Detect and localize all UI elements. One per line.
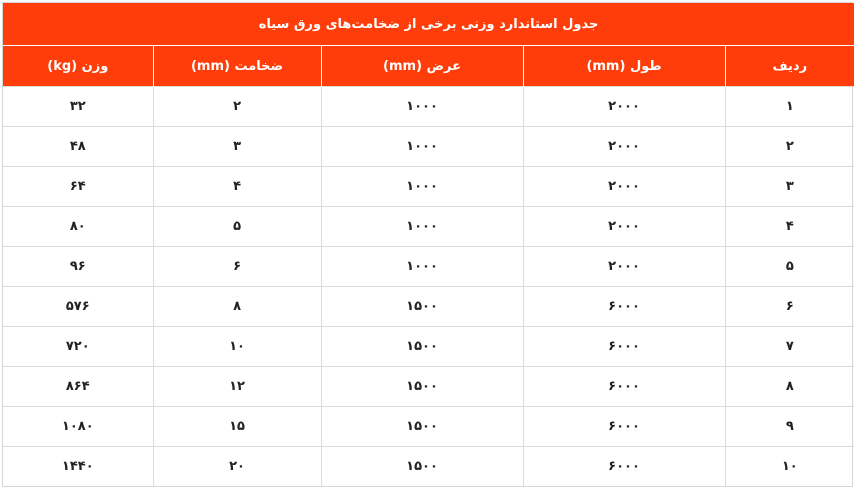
cell-width: ۱۵۰۰ (321, 327, 523, 367)
cell-width: ۱۰۰۰ (321, 127, 523, 167)
cell-width: ۱۵۰۰ (321, 367, 523, 407)
cell-weight: ۸۶۴ (3, 367, 153, 407)
table-row (3, 167, 854, 207)
header-row-number: ردیف (725, 46, 854, 87)
cell-width: ۱۵۰۰ (321, 287, 523, 327)
cell-width: ۱۰۰۰ (321, 167, 523, 207)
cell-row-number: ۱۰ (725, 447, 854, 487)
table-row (3, 367, 854, 407)
cell-row-number: ۱ (725, 87, 854, 127)
cell-weight: ۷۲۰ (3, 327, 153, 367)
cell-row-number: ۸ (725, 367, 854, 407)
cell-width: ۱۵۰۰ (321, 407, 523, 447)
cell-thickness: ۲۰ (153, 447, 321, 487)
cell-thickness: ۱۲ (153, 367, 321, 407)
table-row (3, 127, 854, 167)
table-body (3, 87, 854, 487)
header-length: طول (mm) (523, 46, 725, 87)
cell-length: ۲۰۰۰ (523, 247, 725, 287)
cell-row-number: ۷ (725, 327, 854, 367)
cell-weight: ۵۷۶ (3, 287, 153, 327)
cell-weight: ۹۶ (3, 247, 153, 287)
table-row (3, 87, 854, 127)
cell-length: ۶۰۰۰ (523, 367, 725, 407)
cell-thickness: ۱۵ (153, 407, 321, 447)
table-row (3, 447, 854, 487)
table-header-row (3, 46, 854, 87)
cell-thickness: ۳ (153, 127, 321, 167)
table-row (3, 247, 854, 287)
cell-length: ۲۰۰۰ (523, 127, 725, 167)
cell-weight: ۶۴ (3, 167, 153, 207)
cell-thickness: ۶ (153, 247, 321, 287)
cell-weight: ۸۰ (3, 207, 153, 247)
weight-table (3, 3, 854, 486)
cell-width: ۱۰۰۰ (321, 87, 523, 127)
cell-thickness: ۱۰ (153, 327, 321, 367)
table-row (3, 327, 854, 367)
weight-table-container (2, 2, 853, 487)
cell-length: ۲۰۰۰ (523, 207, 725, 247)
cell-weight: ۴۸ (3, 127, 153, 167)
cell-length: ۲۰۰۰ (523, 167, 725, 207)
cell-row-number: ۲ (725, 127, 854, 167)
cell-row-number: ۴ (725, 207, 854, 247)
cell-weight: ۱۰۸۰ (3, 407, 153, 447)
cell-width: ۱۰۰۰ (321, 247, 523, 287)
cell-row-number: ۵ (725, 247, 854, 287)
header-weight: وزن (kg) (3, 46, 153, 87)
cell-length: ۶۰۰۰ (523, 447, 725, 487)
header-width: عرض (mm) (321, 46, 523, 87)
header-thickness: ضخامت (mm) (153, 46, 321, 87)
cell-row-number: ۹ (725, 407, 854, 447)
table-row (3, 207, 854, 247)
cell-row-number: ۳ (725, 167, 854, 207)
cell-width: ۱۰۰۰ (321, 207, 523, 247)
cell-row-number: ۶ (725, 287, 854, 327)
cell-weight: ۳۲ (3, 87, 153, 127)
table-row (3, 407, 854, 447)
cell-length: ۲۰۰۰ (523, 87, 725, 127)
table-row (3, 287, 854, 327)
cell-thickness: ۲ (153, 87, 321, 127)
cell-length: ۶۰۰۰ (523, 407, 725, 447)
cell-thickness: ۸ (153, 287, 321, 327)
cell-length: ۶۰۰۰ (523, 287, 725, 327)
cell-weight: ۱۴۴۰ (3, 447, 153, 487)
cell-thickness: ۴ (153, 167, 321, 207)
cell-thickness: ۵ (153, 207, 321, 247)
cell-length: ۶۰۰۰ (523, 327, 725, 367)
cell-width: ۱۵۰۰ (321, 447, 523, 487)
table-title: جدول استاندارد وزنی برخی از ضخامت‌های ورق سیاه (3, 3, 854, 46)
